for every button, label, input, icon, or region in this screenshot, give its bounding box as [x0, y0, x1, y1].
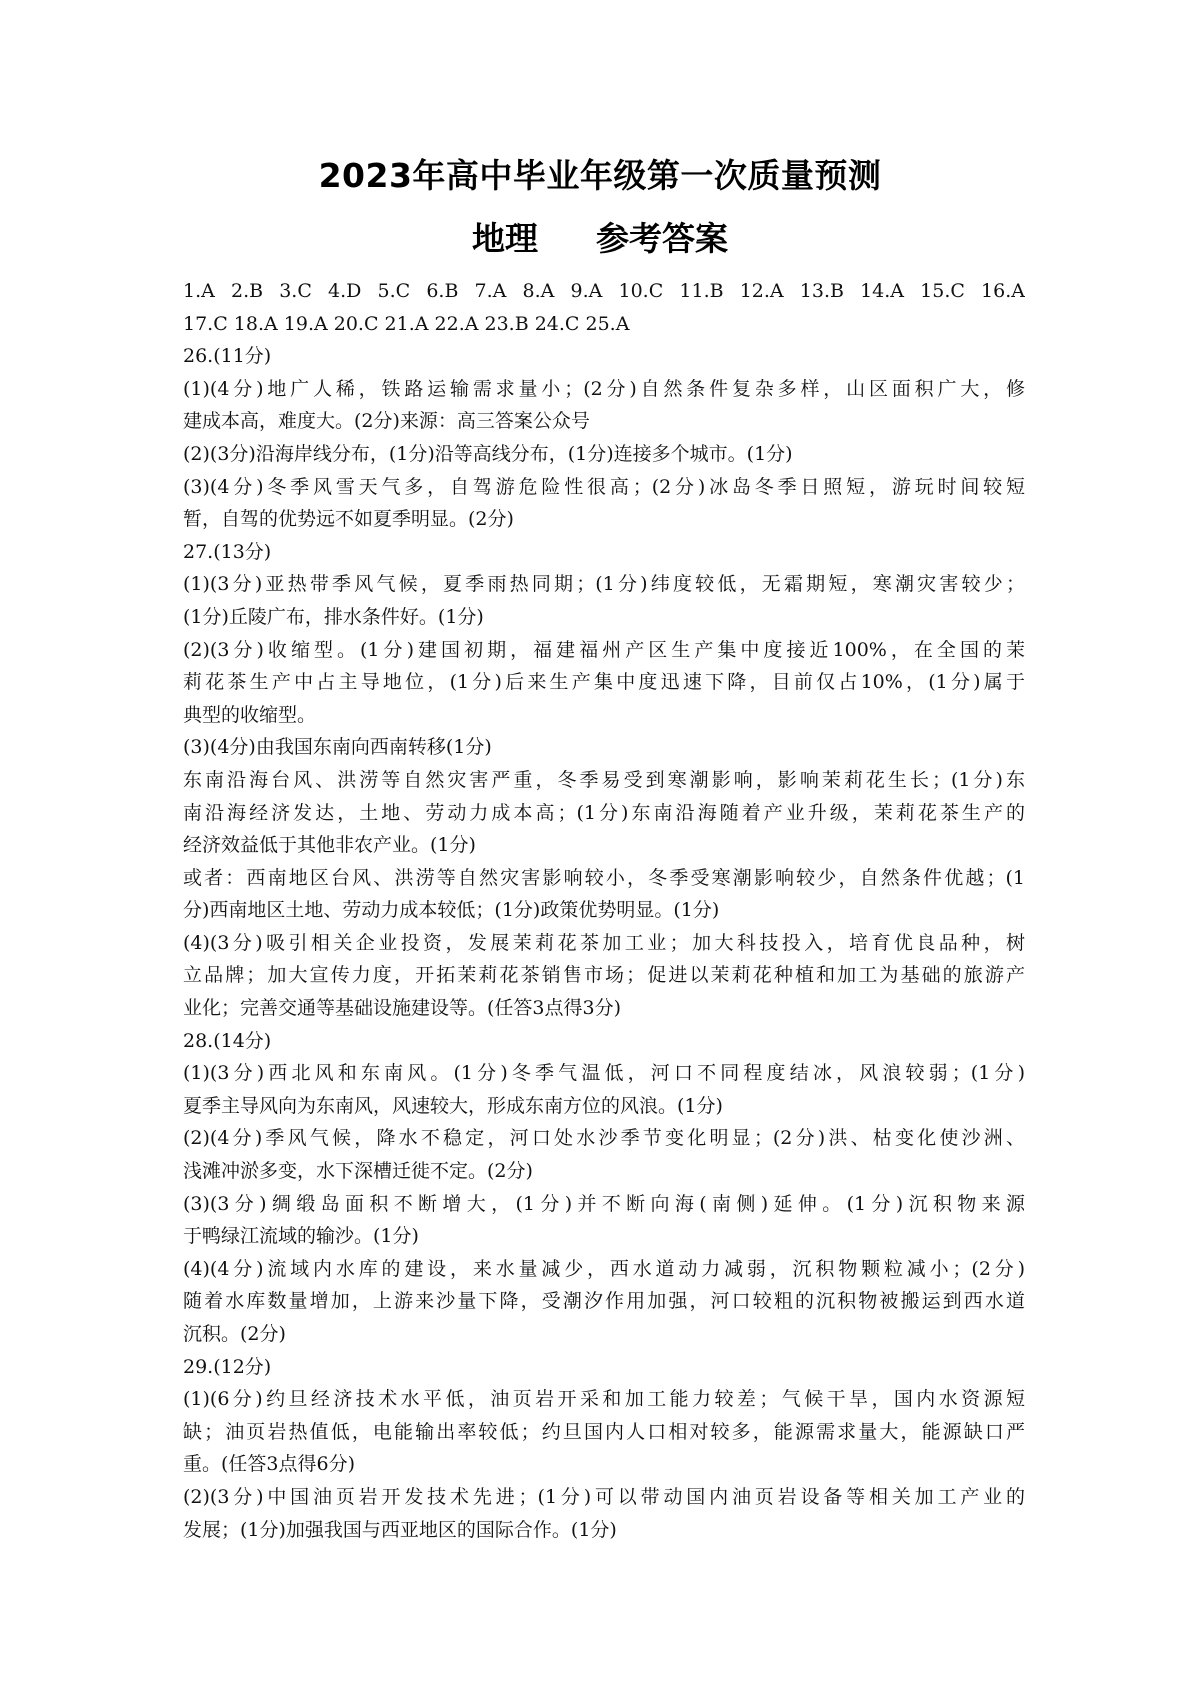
answer-line: 南沿海经济发达，土地、劳动力成本高；(1分)东南沿海随着产业升级，茉莉花茶生产的: [183, 801, 1025, 824]
answer-line: 于鸭绿江流域的输沙。(1分): [183, 1225, 419, 1248]
answer-line: 29.(12分): [183, 1355, 272, 1378]
answer-line: 重。(任答3点得6分): [183, 1453, 356, 1476]
answer-line: 分)西南地区土地、劳动力成本较低；(1分)政策优势明显。(1分): [183, 899, 720, 922]
answer-line: 建成本高，难度大。(2分)来源：高三答案公众号: [183, 410, 590, 433]
answer-line: 夏季主导风向为东南风，风速较大，形成东南方位的风浪。(1分): [183, 1094, 723, 1117]
subject-label: 地理: [472, 219, 538, 258]
answer-line: (1)(3分)亚热带季风气候，夏季雨热同期；(1分)纬度较低，无霜期短，寒潮灾害较少；: [183, 573, 1025, 596]
answer-line: (2)(3分)中国油页岩开发技术先进；(1分)可以带动国内油页岩设备等相关加工产业的: [183, 1485, 1025, 1508]
answer-line: (2)(4分)季风气候，降水不稳定，河口处水沙季节变化明显；(2分)洪、枯变化使沙洲、: [183, 1127, 1025, 1150]
answer-line: 发展；(1分)加强我国与西亚地区的国际合作。(1分): [183, 1518, 617, 1541]
answer-line: 1.A 2.B 3.C 4.D 5.C 6.B 7.A 8.A 9.A 10.C 11.B 12.A 13.B 14.A 15.C 16.A: [183, 280, 1025, 302]
answer-line: 沉积。(2分): [183, 1323, 286, 1345]
answer-line: 28.(14分): [183, 1029, 272, 1052]
answer-line: (1分)丘陵广布，排水条件好。(1分): [183, 605, 484, 628]
answer-line: (4)(3分)吸引相关企业投资，发展茉莉花茶加工业；加大科技投入，培育优良品种，树: [183, 931, 1025, 954]
answer-line: (3)(3分)绸缎岛面积不断增大，(1分)并不断向海(南侧)延伸。(1分)沉积物来源: [183, 1192, 1025, 1215]
answer-line: 浅滩冲淤多变，水下深槽迁徙不定。(2分): [183, 1160, 533, 1183]
answer-key-label: 参考答案: [596, 219, 728, 258]
document-subtitle: [0, 213, 1200, 260]
answer-line: 立品牌；加大宣传力度，开拓茉莉花茶销售市场；促进以茉莉花种植和加工为基础的旅游产: [183, 964, 1025, 987]
answer-line: 业化；完善交通等基础设施建设等。(任答3点得3分): [183, 997, 622, 1020]
answer-line: (2)(3分)沿海岸线分布，(1分)沿等高线分布，(1分)连接多个城市。(1分): [183, 442, 793, 465]
answer-line: (1)(3分)西北风和东南风。(1分)冬季气温低，河口不同程度结冰，风浪较弱；(1分): [183, 1062, 1025, 1085]
answer-line: (1)(4分)地广人稀，铁路运输需求量小；(2分)自然条件复杂多样，山区面积广大，修: [183, 377, 1025, 400]
answer-line: 缺；油页岩热值低，电能输出率较低；约旦国内人口相对较多，能源需求量大，能源缺口严: [183, 1420, 1025, 1443]
answer-line: (3)(4分)由我国东南向西南转移(1分): [183, 736, 492, 759]
answer-line: 典型的收缩型。: [183, 703, 317, 726]
answer-line: 莉花茶生产中占主导地位，(1分)后来生产集中度迅速下降，目前仅占10%，(1分)属于: [183, 671, 1025, 694]
answer-line: (1)(6分)约旦经济技术水平低，油页岩开采和加工能力较差；气候干旱，国内水资源短: [183, 1388, 1025, 1411]
answer-line: 或者：西南地区台风、洪涝等自然灾害影响较小，冬季受寒潮影响较少，自然条件优越；(1: [183, 866, 1025, 889]
answer-line: (2)(3分)收缩型。(1分)建国初期，福建福州产区生产集中度接近100%，在全国的茉: [183, 638, 1025, 661]
answer-line: (3)(4分)冬季风雪天气多，自驾游危险性很高；(2分)冰岛冬季日照短，游玩时间较短: [183, 475, 1025, 498]
answer-line: 暂，自驾的优势远不如夏季明显。(2分): [183, 508, 514, 531]
answer-line: 17.C 18.A 19.A 20.C 21.A 22.A 23.B 24.C 25.A: [183, 312, 630, 335]
answer-line: 26.(11分): [183, 345, 272, 368]
answer-line: 27.(13分): [183, 540, 272, 563]
answer-line: (4)(4分)流域内水库的建设，来水量减少，西水道动力减弱，沉积物颗粒减小；(2分): [183, 1257, 1025, 1280]
document-title: 2023年高中毕业年级第一次质量预测: [318, 156, 882, 195]
answer-body: [183, 275, 1025, 1546]
answer-line: 经济效益低于其他非农产业。(1分): [183, 834, 476, 857]
answer-line: 东南沿海台风、洪涝等自然灾害严重，冬季易受到寒潮影响，影响茉莉花生长；(1分)东: [183, 768, 1025, 791]
answer-line: 随着水库数量增加，上游来沙量下降，受潮汐作用加强，河口较粗的沉积物被搬运到西水道: [183, 1290, 1025, 1313]
